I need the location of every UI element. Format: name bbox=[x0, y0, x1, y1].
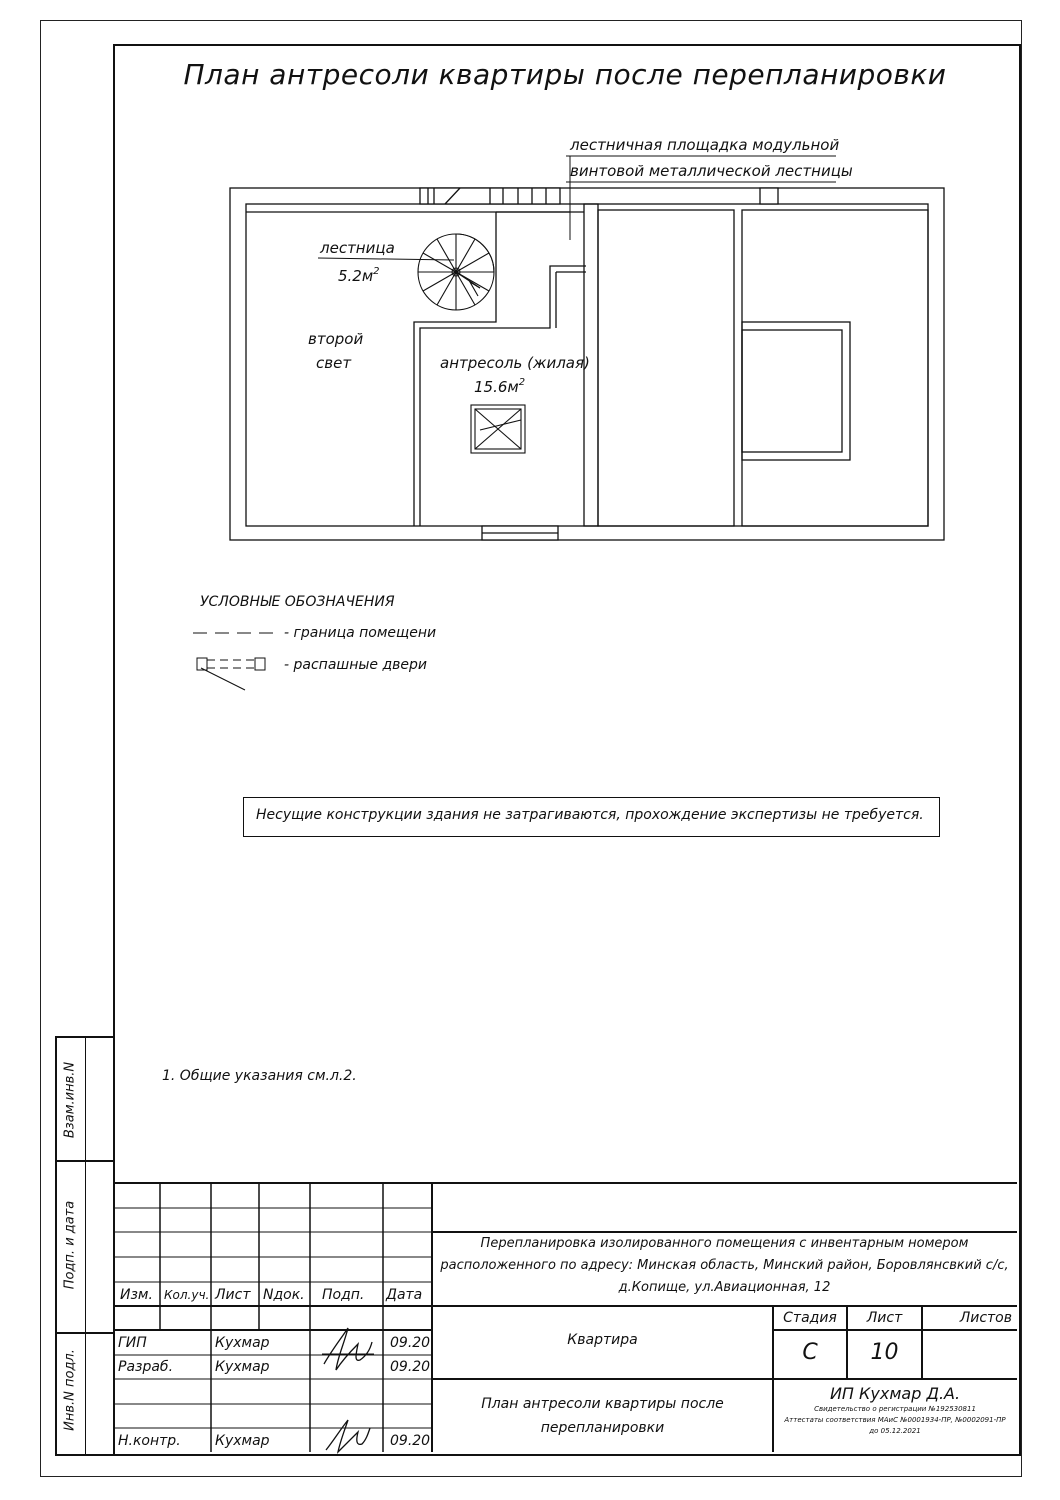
label-stair-platform-2: винтовой металлической лестницы bbox=[570, 162, 853, 180]
tb-row-3-date: 09.20 bbox=[390, 1433, 431, 1449]
tb-header-date: Дата bbox=[386, 1287, 423, 1303]
side-stamp-field-2: Подп. и дата bbox=[62, 1200, 78, 1290]
tb-stage-label: Стадия bbox=[783, 1310, 837, 1326]
legend-title: УСЛОВНЫЕ ОБОЗНАЧЕНИЯ bbox=[200, 594, 395, 610]
label-stair-platform-1: лестничная площадка модульной bbox=[570, 136, 840, 154]
tb-project-line-3: д.Копище, ул.Авиационная, 12 bbox=[618, 1280, 831, 1295]
notice-text: Несущие конструкции здания не затрагиваются, прохождение экспертизы не требуется. bbox=[256, 807, 924, 823]
signature-1 bbox=[318, 1320, 378, 1380]
side-stamp-field-3: Инв.N подл. bbox=[62, 1349, 78, 1431]
tb-sheet-value: 10 bbox=[870, 1340, 899, 1365]
legend-item-boundary: - граница помещени bbox=[284, 625, 437, 641]
tb-sheet-name-1: План антресоли квартиры после bbox=[481, 1396, 724, 1412]
tb-sheet-label: Лист bbox=[866, 1310, 903, 1326]
tb-project-line-2: расположенного по адресу: Минская область, Минский район, Боровлянсвкий с/с, bbox=[440, 1258, 1009, 1273]
tb-row-1-role: ГИП bbox=[118, 1335, 147, 1351]
tb-sheet-name-2: перепланировки bbox=[540, 1420, 665, 1436]
tb-org-line-1: Свидетельство о регистрации №192530811 bbox=[814, 1405, 976, 1413]
tb-header-izm: Изм. bbox=[120, 1287, 153, 1303]
tb-object: Квартира bbox=[567, 1332, 638, 1348]
side-stamp-field-1: Взам.инв.N bbox=[62, 1061, 78, 1139]
tb-row-3-role: Н.контр. bbox=[118, 1433, 181, 1449]
label-stair-area: $5.2м^2$ bbox=[338, 266, 380, 285]
tb-row-3-name: Кухмар bbox=[215, 1433, 270, 1449]
tb-project-line-1: Перепланировка изолированного помещения с инвентарным номером bbox=[480, 1236, 969, 1251]
legend-item-doors: - распашные двери bbox=[284, 657, 428, 673]
tb-header-kol: Кол.уч. bbox=[164, 1288, 210, 1302]
signature-2 bbox=[318, 1416, 378, 1456]
tb-header-ndok: Nдок. bbox=[263, 1287, 305, 1303]
tb-row-2-date: 09.20 bbox=[390, 1359, 431, 1375]
tb-header-podp: Подп. bbox=[322, 1287, 365, 1303]
tb-org-name: ИП Кухмар Д.А. bbox=[829, 1384, 961, 1403]
tb-stage-value: С bbox=[802, 1340, 818, 1365]
label-second-light-1: второй bbox=[308, 330, 364, 348]
label-stair: лестница bbox=[320, 239, 395, 257]
label-mezzanine-area: $15.6м^2$ bbox=[474, 377, 526, 396]
label-second-light-2: свет bbox=[316, 354, 352, 372]
tb-row-2-name: Кухмар bbox=[215, 1359, 270, 1375]
tb-org-line-2: Аттестаты соответствия МАиС №0001934-ПР, №0002091-ПР bbox=[784, 1416, 1006, 1424]
tb-row-1-name: Кухмар bbox=[215, 1335, 270, 1351]
tb-org-line-3: до 05.12.2021 bbox=[869, 1427, 921, 1435]
tb-header-list: Лист bbox=[215, 1287, 251, 1303]
tb-row-1-date: 09.20 bbox=[390, 1335, 431, 1351]
label-mezzanine: антресоль (жилая) bbox=[440, 354, 590, 372]
sheet-title: План антресоли квартиры после перепланировки bbox=[183, 58, 947, 91]
general-note: 1. Общие указания см.л.2. bbox=[162, 1068, 357, 1084]
tb-row-2-role: Разраб. bbox=[118, 1359, 174, 1375]
tb-sheets-label: Листов bbox=[959, 1310, 1012, 1326]
